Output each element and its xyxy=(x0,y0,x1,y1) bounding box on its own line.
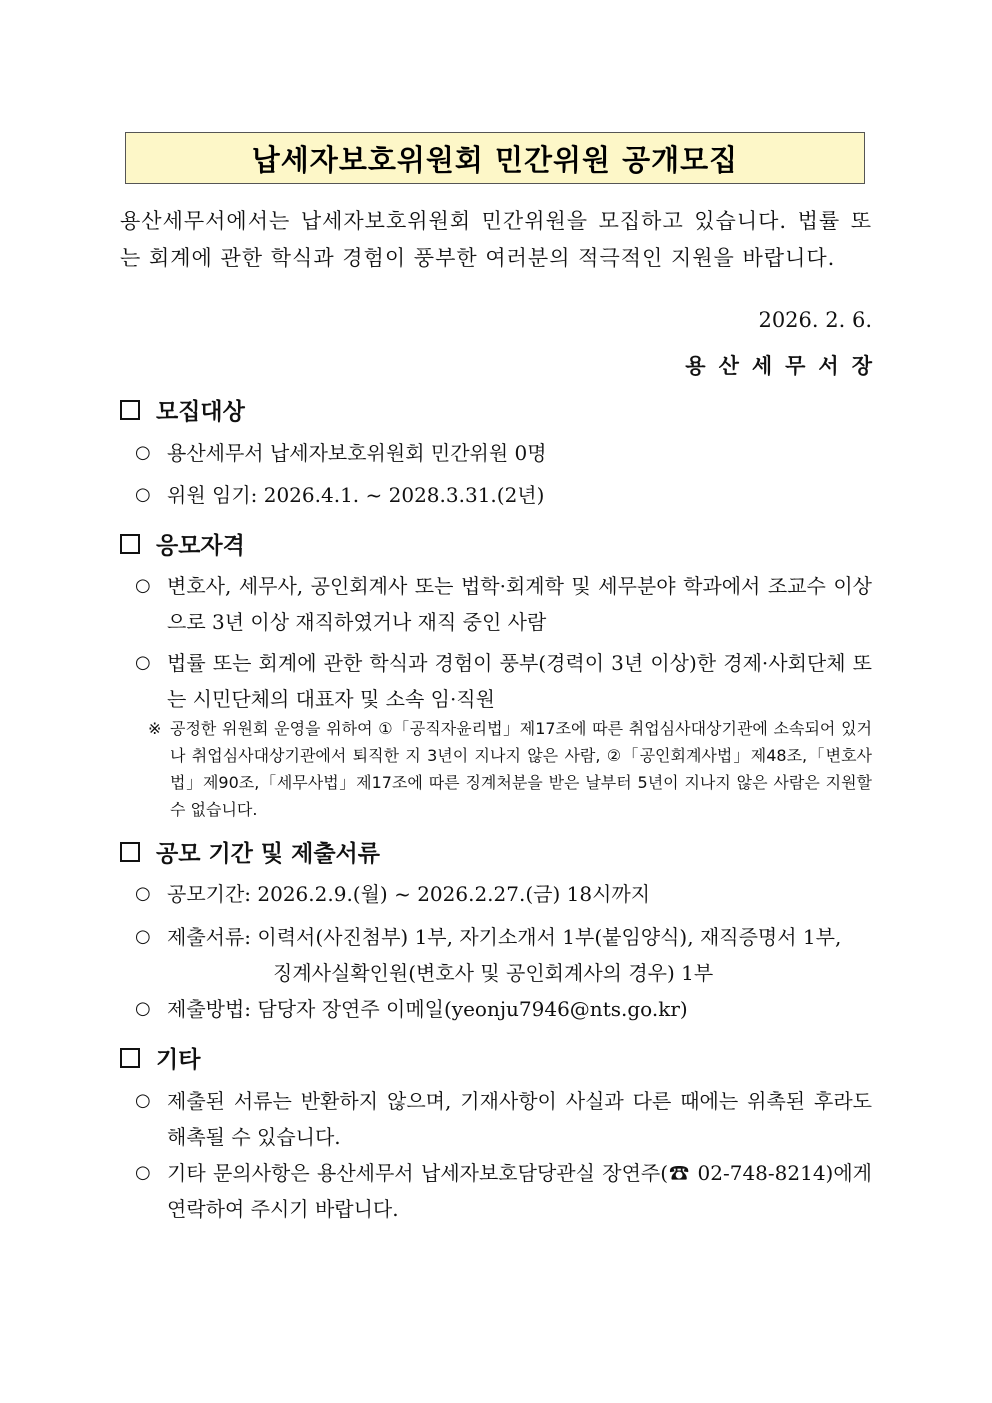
list-item-text xyxy=(167,919,872,991)
checkbox-square-icon xyxy=(120,1048,140,1068)
circle-bullet-icon: ○ xyxy=(135,998,151,1019)
section-heading-label: 기타 xyxy=(156,1046,201,1073)
list-item xyxy=(135,1155,872,1227)
notice-date: 2026. 2. 6. xyxy=(758,308,872,332)
note-text: 공정한 위원회 운영을 위하여 ①「공직자윤리법」제17조에 따른 취업심사대상기관에 소속되어 있거나 취업심사대상기관에서 퇴직한 지 3년이 지나지 않은 사람, ②「공인회계사법」제48조,「변호사법」제90조,「세무사법」제17조에 따른 징계처분을 받은 날부터 5년이 지나지 않은 사람은 지원할 수 없습니다. xyxy=(170,719,872,819)
section-heading-label: 모집대상 xyxy=(156,398,245,425)
signer: 용산세무서장 xyxy=(685,353,885,378)
documents-line-1: 제출서류: 이력서(사진첨부) 1부, 자기소개서 1부(붙임양식), 재직증명서 1부, xyxy=(167,925,842,949)
circle-bullet-icon: ○ xyxy=(135,652,151,673)
section-heading-qualification xyxy=(120,527,245,560)
list-item-text: 공모기간: 2026.2.9.(월) ~ 2026.2.27.(금) 18시까지 xyxy=(167,882,651,906)
section-heading-etc xyxy=(120,1041,200,1074)
list-item xyxy=(135,919,872,991)
circle-bullet-icon: ○ xyxy=(135,575,151,596)
eligibility-note xyxy=(148,715,872,823)
section-heading-recruit-target xyxy=(120,393,245,426)
list-item xyxy=(135,991,872,1027)
list-item xyxy=(135,1083,872,1155)
section-heading-label: 공모 기간 및 제출서류 xyxy=(156,840,380,867)
documents-line-2: 징계사실확인원(변호사 및 공인회계사의 경우) 1부 xyxy=(273,961,714,985)
circle-bullet-icon: ○ xyxy=(135,442,151,463)
checkbox-square-icon xyxy=(120,842,140,862)
list-item xyxy=(135,568,872,640)
list-item-text: 위원 임기: 2026.4.1. ~ 2028.3.31.(2년) xyxy=(167,483,545,507)
title-box xyxy=(125,132,865,184)
circle-bullet-icon: ○ xyxy=(135,1162,151,1183)
checkbox-square-icon xyxy=(120,400,140,420)
circle-bullet-icon: ○ xyxy=(135,883,151,904)
section-heading-label: 응모자격 xyxy=(156,532,245,559)
circle-bullet-icon: ○ xyxy=(135,484,151,505)
list-item-text: 제출방법: 담당자 장연주 이메일(yeonju7946@nts.go.kr) xyxy=(167,997,688,1021)
section-heading-period-documents xyxy=(120,835,380,868)
circle-bullet-icon: ○ xyxy=(135,1090,151,1111)
reference-mark: ※ xyxy=(148,719,162,738)
checkbox-square-icon xyxy=(120,534,140,554)
list-item-text: 법률 또는 회계에 관한 학식과 경험이 풍부(경력이 3년 이상)한 경제·사회단체 또는 시민단체의 대표자 및 소속 임·직원 xyxy=(167,651,872,711)
intro-paragraph: 용산세무서에서는 납세자보호위원회 민간위원을 모집하고 있습니다. 법률 또는 회계에 관한 학식과 경험이 풍부한 여러분의 적극적인 지원을 바랍니다. xyxy=(120,209,872,270)
page-title: 납세자보호위원회 민간위원 공개모집 xyxy=(251,142,739,177)
list-item-text: 용산세무서 납세자보호위원회 민간위원 0명 xyxy=(167,441,547,465)
list-item-text: 변호사, 세무사, 공인회계사 또는 법학·회계학 및 세무분야 학과에서 조교수 이상으로 3년 이상 재직하였거나 재직 중인 사람 xyxy=(167,574,872,634)
list-item xyxy=(135,645,872,717)
list-item-text: 제출된 서류는 반환하지 않으며, 기재사항이 사실과 다른 때에는 위촉된 후라도 해촉될 수 있습니다. xyxy=(167,1089,872,1149)
list-item xyxy=(135,477,872,513)
circle-bullet-icon: ○ xyxy=(135,926,151,947)
list-item xyxy=(135,435,872,471)
list-item xyxy=(135,876,872,912)
list-item-text: 기타 문의사항은 용산세무서 납세자보호담당관실 장연주(☎ 02-748-8214)에게 연락하여 주시기 바랍니다. xyxy=(167,1161,872,1221)
